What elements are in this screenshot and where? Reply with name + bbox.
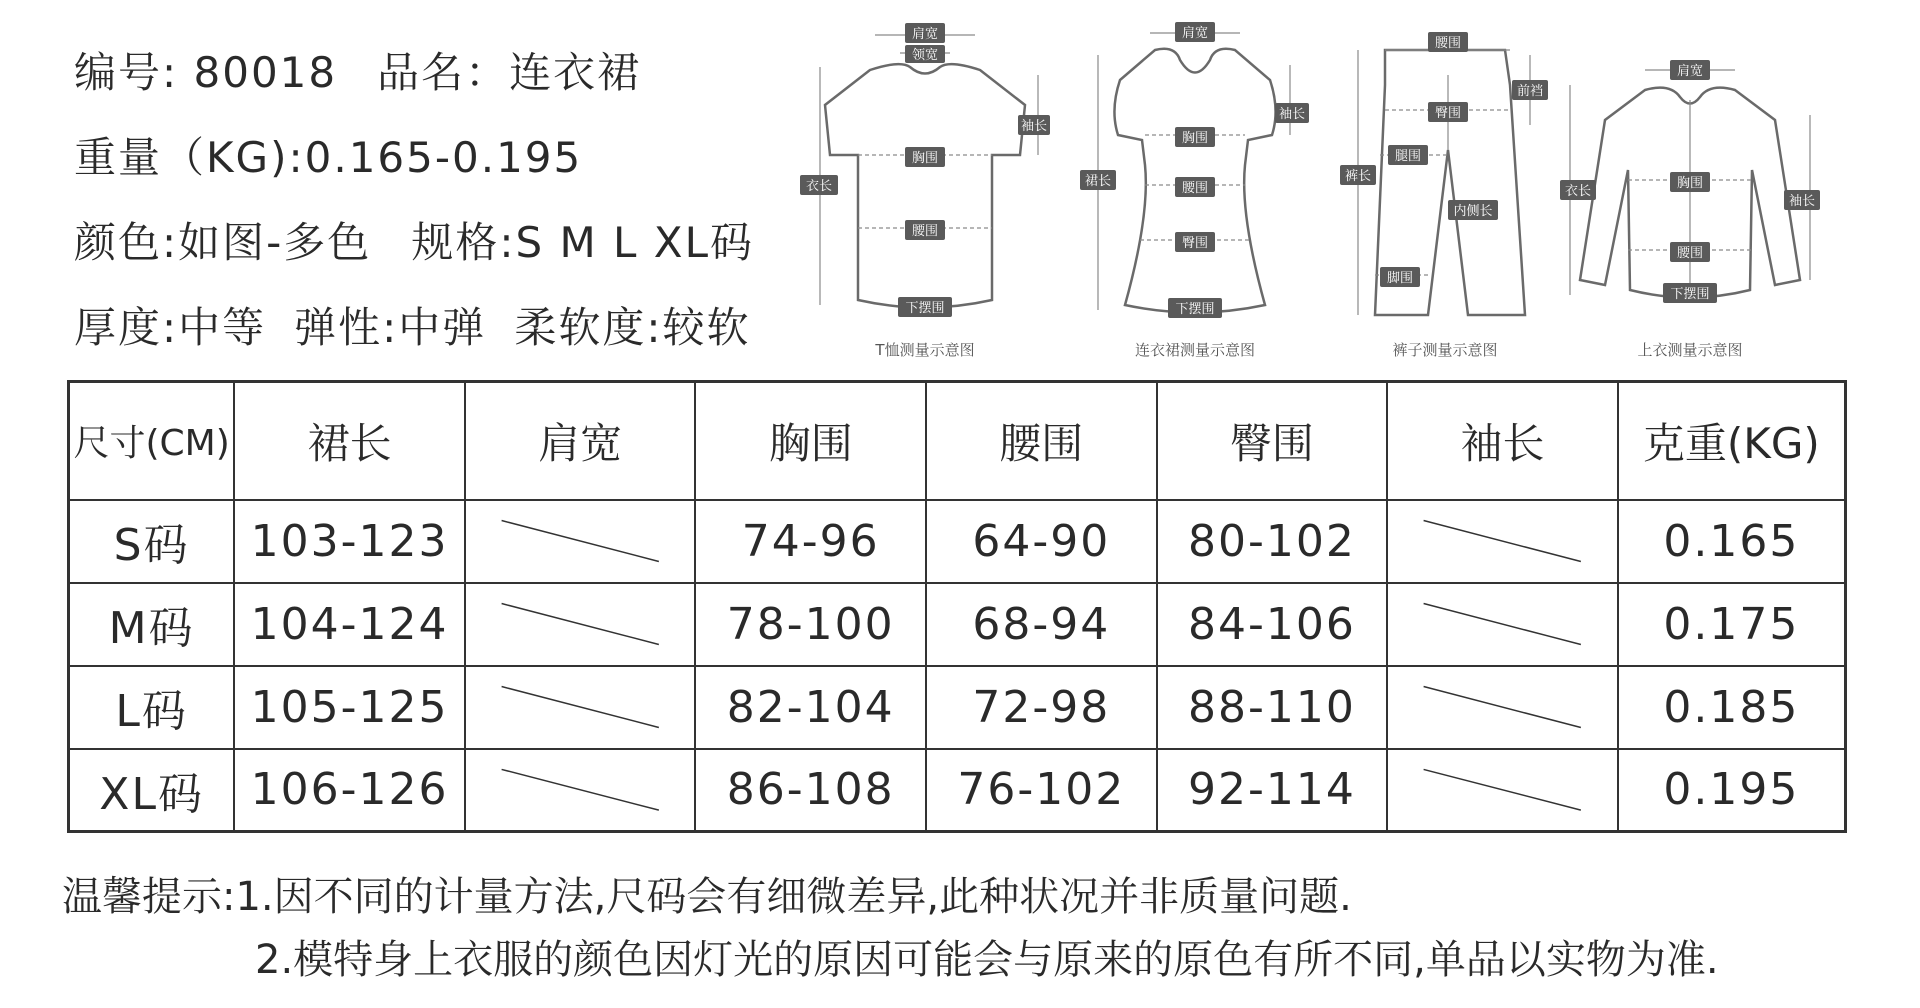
cell-sleeve-na <box>1387 749 1617 832</box>
label-length: 裙长 <box>1084 174 1112 189</box>
dress-illustration <box>1080 15 1310 335</box>
label-chest: 胸围 <box>1181 131 1209 146</box>
cell-shoulder-na <box>465 749 695 832</box>
header-waist: 腰围 <box>926 382 1157 500</box>
slash-mark <box>466 667 694 748</box>
label-length: 裤长 <box>1344 169 1372 184</box>
cell-waist: 72-98 <box>926 666 1157 749</box>
note-line-2: 2.模特身上衣服的颜色因灯光的原因可能会与原来的原色有所不同,单品以实物为准. <box>255 937 1719 983</box>
product-elasticity: 弹性:中弹 <box>294 303 487 352</box>
pants-illustration <box>1340 15 1550 335</box>
product-softness: 柔软度:较软 <box>514 303 751 352</box>
header-size: 尺寸(CM) <box>69 382 235 500</box>
slash-mark <box>466 750 694 831</box>
cell-weight: 0.165 <box>1618 500 1846 583</box>
table-row <box>69 583 1846 666</box>
pants-diagram <box>1340 15 1550 359</box>
cell-waist: 68-94 <box>926 583 1157 666</box>
label-chest: 胸围 <box>1676 176 1704 191</box>
product-weight: 重量（KG):0.165-0.195 <box>74 133 583 182</box>
label-waist: 腰围 <box>1676 246 1704 261</box>
label-length: 衣长 <box>1564 184 1592 199</box>
tshirt-caption: T恤测量示意图 <box>875 341 975 359</box>
cell-chest: 74-96 <box>695 500 926 583</box>
label-hem: 下摆围 <box>1175 302 1215 317</box>
shirt-illustration <box>1560 15 1820 335</box>
cell-weight: 0.175 <box>1618 583 1846 666</box>
table-header-row <box>69 382 1846 500</box>
cell-sleeve-na <box>1387 583 1617 666</box>
label-chest: 胸围 <box>911 151 939 166</box>
cell-sleeve-na <box>1387 500 1617 583</box>
cell-length: 105-125 <box>234 666 465 749</box>
slash-mark <box>466 584 694 665</box>
info-line-color <box>74 210 754 270</box>
slash-mark <box>1388 501 1616 582</box>
cell-shoulder-na <box>465 500 695 583</box>
label-sleeve: 袖长 <box>1788 194 1816 209</box>
cell-size: XL码 <box>69 749 235 832</box>
label-hem: 下摆围 <box>905 301 945 316</box>
cell-length: 104-124 <box>234 583 465 666</box>
label-thigh: 腿围 <box>1394 149 1422 164</box>
label-neck: 领宽 <box>911 48 939 63</box>
cell-length: 103-123 <box>234 500 465 583</box>
cell-weight: 0.195 <box>1618 749 1846 832</box>
size-table <box>67 380 1847 833</box>
cell-size: L码 <box>69 666 235 749</box>
cell-waist: 64-90 <box>926 500 1157 583</box>
cell-chest: 86-108 <box>695 749 926 832</box>
pants-caption: 裤子测量示意图 <box>1392 341 1498 359</box>
cell-size: M码 <box>69 583 235 666</box>
header-weight: 克重(KG) <box>1618 382 1846 500</box>
label-sleeve: 袖长 <box>1020 119 1048 134</box>
header-chest: 胸围 <box>695 382 926 500</box>
table-row <box>69 666 1846 749</box>
slash-mark <box>466 501 694 582</box>
label-hip: 臀围 <box>1434 106 1462 121</box>
product-thickness: 厚度:中等 <box>74 303 267 352</box>
shirt-diagram <box>1560 15 1820 359</box>
cell-chest: 82-104 <box>695 666 926 749</box>
label-shoulder: 肩宽 <box>911 27 939 42</box>
cell-size: S码 <box>69 500 235 583</box>
cell-hip: 92-114 <box>1157 749 1388 832</box>
cell-waist: 76-102 <box>926 749 1157 832</box>
label-shoulder: 肩宽 <box>1181 26 1209 41</box>
tshirt-diagram <box>800 15 1050 359</box>
cell-hip: 80-102 <box>1157 500 1388 583</box>
table-row <box>69 500 1846 583</box>
table-row <box>69 749 1846 832</box>
cell-shoulder-na <box>465 583 695 666</box>
label-leg: 脚围 <box>1386 271 1414 286</box>
slash-mark <box>1388 584 1616 665</box>
label-length: 衣长 <box>805 179 833 194</box>
label-waist: 腰围 <box>911 224 939 239</box>
product-spec: 规格:S M L XL码 <box>411 218 754 267</box>
header-shoulder: 肩宽 <box>465 382 695 500</box>
product-name: 品名：连衣裙 <box>377 48 642 97</box>
label-rise: 前裆 <box>1516 84 1544 99</box>
info-line-code <box>74 40 641 100</box>
label-waist: 腰围 <box>1434 36 1462 51</box>
slash-mark <box>1388 667 1616 748</box>
slash-mark <box>1388 750 1616 831</box>
cell-weight: 0.185 <box>1618 666 1846 749</box>
cell-chest: 78-100 <box>695 583 926 666</box>
cell-shoulder-na <box>465 666 695 749</box>
info-line-attributes <box>74 295 750 355</box>
info-line-weight <box>74 125 582 185</box>
note-line-1: 温馨提示:1.因不同的计量方法,尺码会有细微差异,此种状况并非质量问题. <box>62 874 1352 920</box>
label-waist: 腰围 <box>1181 181 1209 196</box>
dress-caption: 连衣裙测量示意图 <box>1134 341 1255 359</box>
shirt-caption: 上衣测量示意图 <box>1637 341 1743 359</box>
label-hip: 臀围 <box>1181 236 1209 251</box>
cell-sleeve-na <box>1387 666 1617 749</box>
label-inseam: 内侧长 <box>1453 204 1493 219</box>
cell-hip: 84-106 <box>1157 583 1388 666</box>
product-color: 颜色:如图-多色 <box>74 218 372 267</box>
header-sleeve: 袖长 <box>1387 382 1617 500</box>
tshirt-illustration <box>800 15 1050 335</box>
label-shoulder: 肩宽 <box>1676 64 1704 79</box>
header-hip: 臀围 <box>1157 382 1388 500</box>
label-hem: 下摆围 <box>1670 287 1710 302</box>
header-dress-length: 裙长 <box>234 382 465 500</box>
cell-length: 106-126 <box>234 749 465 832</box>
label-sleeve: 袖长 <box>1278 107 1306 122</box>
product-code: 编号: 80018 <box>74 48 338 97</box>
cell-hip: 88-110 <box>1157 666 1388 749</box>
dress-diagram <box>1080 15 1310 359</box>
